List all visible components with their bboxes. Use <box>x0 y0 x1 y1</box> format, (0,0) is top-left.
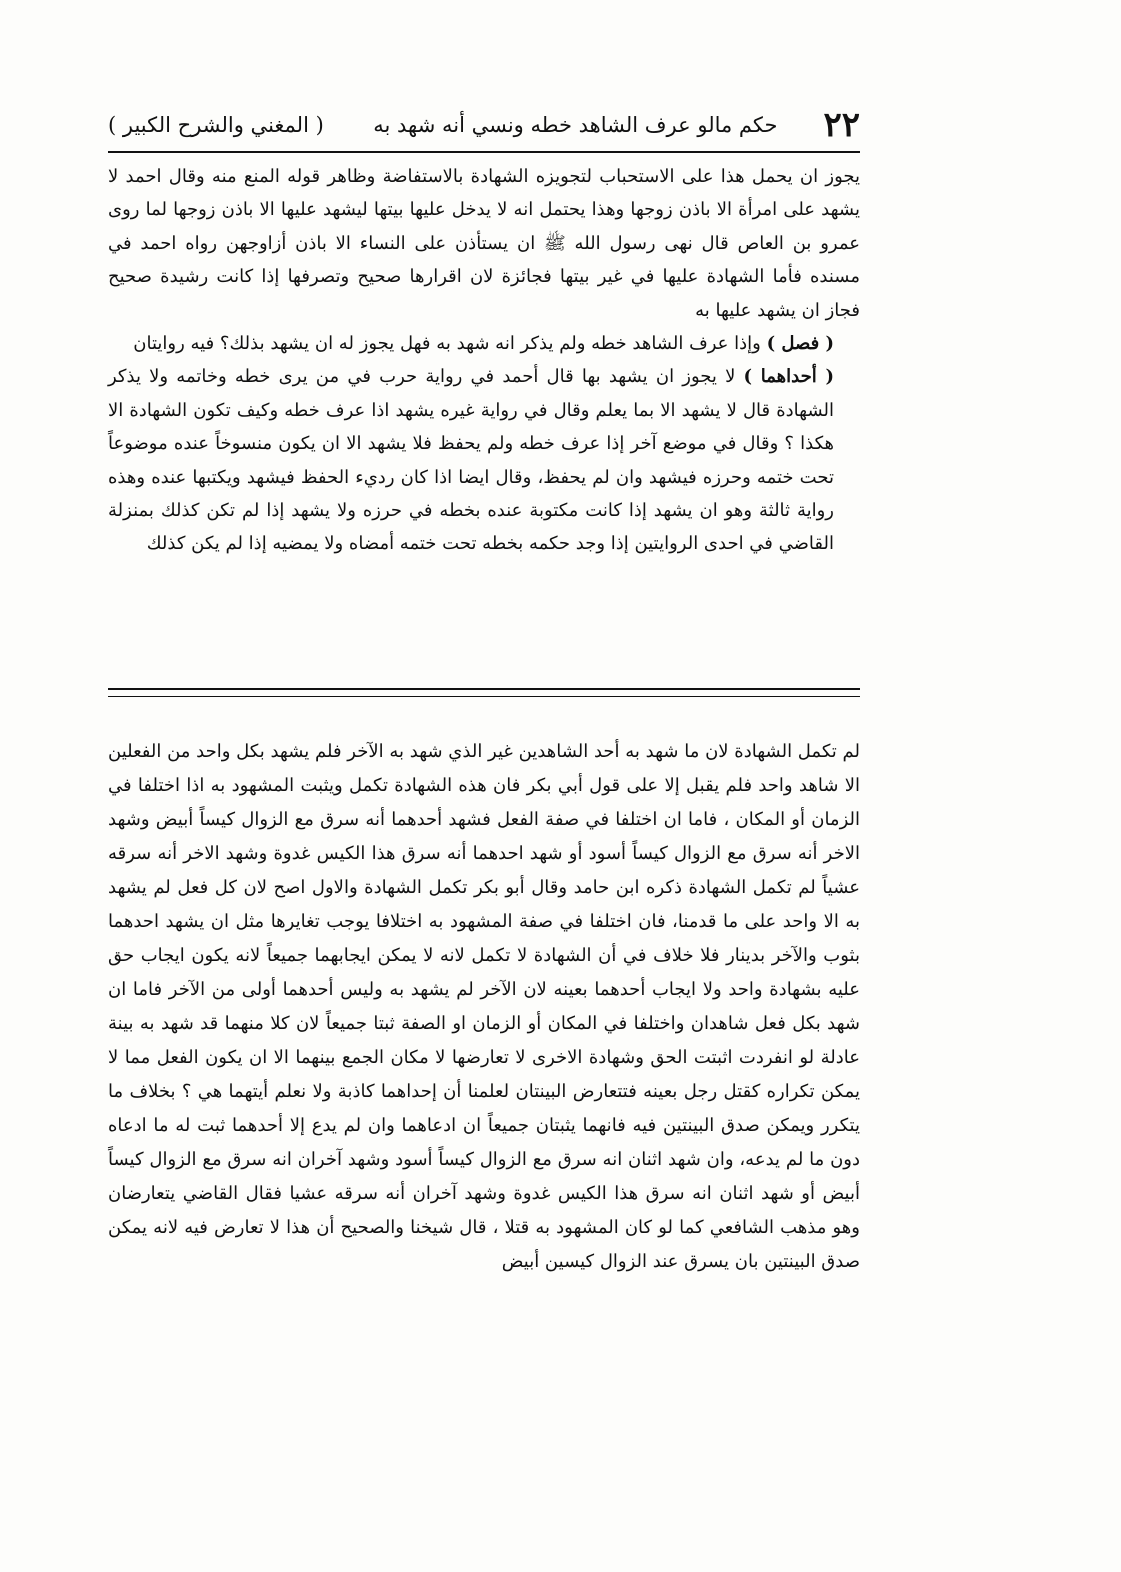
running-title: حكم مالو عرف الشاهد خطه ونسي أنه شهد به <box>373 113 778 137</box>
page-number: ٢٢ <box>823 105 860 145</box>
page-header <box>108 100 860 150</box>
fasl-label: ( فصل ) <box>766 333 834 355</box>
paragraph: يجوز ان يحمل هذا على الاستحباب لتجويزه الشهادة بالاستفاضة وظاهر قوله المنع منه وقال احمد لا يشهد على امرأة الا باذن زوجها وهذا يحتمل انه لا يدخل عليها بيتها ليشهد عليها الا باذن زوجها لما روى عمرو بن العاص قال نهى رسول الله ﷺ ان يستأذن على النساء الا باذن أزاوجهن رواه احمد في مسنده فأما الشهادة عليها في غير بيتها فجائزة لان اقرارها صحيح وتصرفها إذا كانت رشيدة صحيح فجاز ان يشهد عليها به <box>108 166 860 321</box>
first-narration-text: لا يجوز ان يشهد بها قال أحمد في رواية حرب في من يرى خطه وخاتمه ولا يذكر الشهادة قال لا يشهد الا بما يعلم وقال في رواية غيره يشهد اذا عرف خطه وكيف تكون الشهادة الا هكذا ؟ وقال في موضع آخر إذا عرف خطه ولم يحفظ فلا يشهد الا ان يكون منسوخاً عنده موضوعاً تحت ختمه وحرزه فيشهد وان لم يحفظ، وقال ايضا اذا كان رديء الحفظ فيشهد ويكتبها عنده وهذه رواية ثالثة وهو ان يشهد إذا كانت مكتوبة عنده بخطه في حرزه ولا يشهد إذا لم تكن كذلك بمنزلة القاضي في احدى الروايتين إذا وجد حكمه بخطه تحت ختمه أمضاه ولا يمضيه إذا لم يكن كذلك <box>108 366 834 555</box>
lower-text-block <box>108 735 860 1279</box>
section-divider <box>108 688 860 697</box>
first-narration-paragraph <box>108 360 860 560</box>
commentary-paragraph: لم تكمل الشهادة لان ما شهد به أحد الشاهدين غير الذي شهد به الآخر فلم يشهد بكل واحد من الفعلين الا شاهد واحد فلم يقبل إلا على قول أبي بكر فان هذه الشهادة تكمل ويثبت المشهود به اذا اختلفا في الزمان أو المكان ، فاما ان اختلفا في صفة الفعل فشهد أحدهما أنه سرق مع الزوال كيساً أبيض وشهد الاخر أنه سرق مع الزوال كيساً أسود أو شهد احدهما أنه سرق هذا الكيس غدوة وشهد الاخر أنه سرقه عشياً لم تكمل الشهادة ذكره ابن حامد وقال أبو بكر تكمل الشهادة والاول اصح لان كل فعل لم يشهد به الا واحد على ما قدمنا، فان اختلفا في صفة المشهود به اختلافا يوجب تغايرها مثل ان يشهد احدهما بثوب والآخر بدينار فلا خلاف في أن الشهادة لا تكمل لانه لا يمكن ايجابهما جميعاً لانه يكون ايجاب حق عليه بشهادة واحد ولا ايجاب أحدهما بعينه لان الآخر لم يشهد به وليس أحدهما أولى من الآخر فاما ان شهد بكل فعل شاهدان واختلفا في المكان أو الزمان او الصفة ثبتا جميعاً لان كلا منهما قد شهد به بينة عادلة لو انفردت اثبتت الحق وشهادة الاخرى لا تعارضها لا مكان الجمع بينهما الا ان يكون الفعل مما لا يمكن تكراره كقتل رجل بعينه فتتعارض البينتان لعلمنا أن إحداهما كاذبة ولا نعلم أيتهما هي ؟ بخلاف ما يتكرر ويمكن صدق البينتين فيه فانهما يثبتان جميعاً ان ادعاهما وان لم يدع إلا أحدهما ثبت له ما ادعاه دون ما لم يدعه، وان شهد اثنان انه سرق مع الزوال كيساً أسود وشهد آخران انه سرق مع الزوال كيساً أبيض أو شهد اثنان انه سرق هذا الكيس غدوة وشهد آخران أنه سرقه عشيا فقال القاضي يتعارضان وهو مذهب الشافعي كما لو كان المشهود به قتلا ، قال شيخنا والصحيح أن هذا لا تعارض فيه لانه يمكن صدق البينتين بان يسرق عند الزوال كيسين أبيض <box>108 741 861 1272</box>
fasl-paragraph <box>108 327 860 360</box>
first-narration-label: ( أحداهما ) <box>743 366 835 388</box>
fasl-text: وإذا عرف الشاهد خطه ولم يذكر انه شهد به فهل يجوز له ان يشهد بذلك؟ فيه روايتان <box>133 333 761 355</box>
book-title: ( المغني والشرح الكبير ) <box>108 113 324 137</box>
header-rule <box>108 151 860 153</box>
upper-text-block <box>108 160 860 561</box>
